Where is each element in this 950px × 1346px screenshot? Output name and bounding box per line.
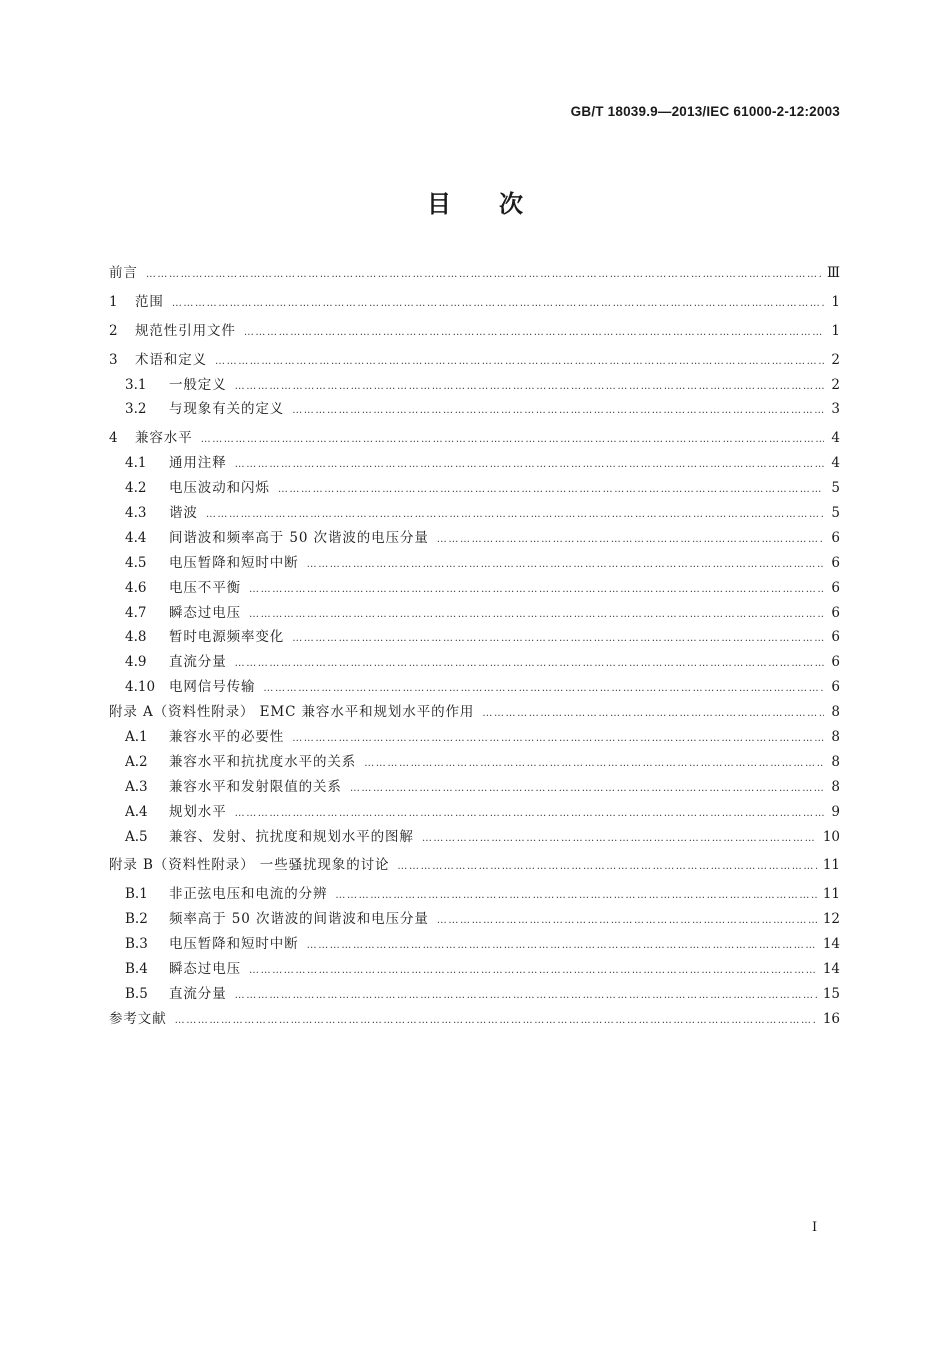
dot-leader [244,321,824,346]
standard-code-header: GB/T 18039.9—2013/IEC 61000-2-12:2003 [570,104,840,119]
toc-page-number: 5 [831,480,840,497]
toc-entry-label: 规范性引用文件 [135,322,236,339]
toc-page-number: 12 [822,911,840,928]
toc-entry[interactable] [109,426,840,451]
toc-entry-number: 4.7 [125,604,147,621]
toc-page-number: 14 [822,961,840,978]
dot-leader [249,578,824,603]
toc-entry[interactable] [109,982,840,1007]
dot-leader [335,884,816,909]
dot-leader [235,453,824,478]
toc-entry-number: 4.2 [125,480,147,497]
toc-entry-label: 瞬态过电压 [169,604,241,621]
toc-entry-label: 直流分量 [169,654,227,671]
toc-entry-number: 4.1 [125,455,147,472]
toc-entry-label: 电网信号传输 [169,679,256,696]
toc-entry[interactable] [109,373,840,398]
toc-entry-label: 直流分量 [169,985,227,1002]
toc-entry[interactable] [109,853,840,878]
toc-entry[interactable] [109,526,840,551]
toc-page-number: 8 [831,729,840,746]
dot-leader [235,375,824,400]
toc-page-number: 4 [831,430,840,447]
toc-entry-number: 2 [109,322,118,339]
toc-entry[interactable] [109,397,840,422]
toc-entry-label: 术语和定义 [135,351,207,368]
toc-entry-label: 一般定义 [169,376,227,393]
dot-leader [201,428,824,453]
toc-page-number: 10 [822,828,840,845]
toc-entry[interactable] [109,700,840,725]
toc-entry-number: 3 [109,351,118,368]
dot-leader [235,652,824,677]
dot-leader [278,478,824,503]
toc-entry[interactable] [109,882,840,907]
toc-entry-label: 附录 B（资料性附录） 一些骚扰现象的讨论 [109,857,390,874]
toc-entry[interactable] [109,932,840,957]
toc-entry-number: B.5 [125,985,148,1002]
toc-entry[interactable] [109,650,840,675]
toc-entry-label: 参考文献 [109,1010,167,1027]
toc-entry-label: 谐波 [169,505,198,522]
toc-entry[interactable] [109,957,840,982]
toc-entry[interactable] [109,907,840,932]
toc-page-number: 6 [831,579,840,596]
toc-entry-label: 通用注释 [169,455,227,472]
toc-page-number: 3 [831,401,840,418]
dot-leader [307,934,817,959]
toc-entry-label: 与现象有关的定义 [169,401,285,418]
title-char-1: 目 [427,190,451,218]
toc-entry[interactable] [109,551,840,576]
toc-entry-label: 范围 [135,293,164,310]
toc-entry-number: 4.3 [125,505,147,522]
toc-entry[interactable] [109,825,840,850]
dot-leader [292,727,824,752]
toc-entry-number: 4.4 [125,529,147,546]
toc-page-number: 1 [831,322,840,339]
toc-page-number: 8 [831,753,840,770]
dot-leader [397,855,816,880]
toc-page-number: 11 [822,857,840,874]
toc-entry-label: 规划水平 [169,803,227,820]
toc-entry-number: B.2 [125,911,148,928]
dot-leader [350,777,824,802]
toc-page-number: 6 [831,554,840,571]
toc-entry[interactable] [109,451,840,476]
dot-leader [249,603,824,628]
toc-entry[interactable] [109,625,840,650]
toc-entry[interactable] [109,290,840,315]
toc-entry[interactable] [109,1007,840,1032]
dot-leader [364,752,824,777]
toc-page-number: 4 [831,455,840,472]
toc-entry-number: 3.2 [125,401,147,418]
toc-entry-number: A.4 [125,803,148,820]
toc-entry-label: 频率高于 50 次谐波的间谐波和电压分量 [169,911,429,928]
dot-leader [292,627,824,652]
toc-page-number: 6 [831,604,840,621]
toc-entry-label: 兼容水平 [135,430,193,447]
toc-entry[interactable] [109,800,840,825]
toc-entry-number: 4.9 [125,654,147,671]
toc-page-number: Ⅲ [826,265,840,281]
toc-entry-number: A.2 [125,753,148,770]
toc-entry[interactable] [109,348,840,373]
toc-entry-label: 前言 [109,265,138,281]
toc-page-number: 14 [822,936,840,953]
toc-entry-number: 4.8 [125,629,147,646]
toc-entry[interactable] [109,476,840,501]
page-title [0,184,950,219]
toc-page-number: 9 [831,803,840,820]
toc-entry-label: 附录 A（资料性附录） EMC 兼容水平和规划水平的作用 [109,704,475,721]
dot-leader [206,503,824,528]
title-char-2: 次 [499,190,523,218]
toc-page-number: 6 [831,529,840,546]
toc-entry-number: B.4 [125,961,148,978]
toc-entry-number: 4.5 [125,554,147,571]
dot-leader [482,702,824,727]
toc-page-number: 1 [831,293,840,310]
dot-leader [263,677,824,702]
toc-page-number: 6 [831,654,840,671]
dot-leader [437,909,817,934]
toc-entry[interactable] [109,775,840,800]
toc-page-number: 16 [822,1010,840,1027]
table-of-contents [109,261,840,1032]
toc-entry-number: 4.10 [125,679,156,696]
toc-entry-label: 间谐波和频率高于 50 次谐波的电压分量 [169,529,429,546]
toc-entry-label: 电压波动和闪烁 [169,480,270,497]
dot-leader [437,528,824,553]
toc-entry-number: B.1 [125,886,148,903]
toc-entry-label: 电压暂降和短时中断 [169,554,299,571]
toc-page-number: 6 [831,629,840,646]
toc-entry-number: A.1 [125,729,148,746]
toc-page-number: 6 [831,679,840,696]
toc-entry[interactable] [109,501,840,526]
dot-leader [215,350,824,375]
toc-entry[interactable] [109,261,840,286]
toc-entry[interactable] [109,601,840,626]
toc-entry[interactable] [109,725,840,750]
toc-entry[interactable] [109,750,840,775]
toc-page-number: 2 [831,351,840,368]
toc-entry-label: 非正弦电压和电流的分辨 [169,886,328,903]
toc-page-number: 11 [822,886,840,903]
toc-entry-number: 1 [109,293,118,310]
toc-entry-number: A.5 [125,828,148,845]
toc-page-number: 2 [831,376,840,393]
toc-entry-label: 兼容水平和发射限值的关系 [169,778,342,795]
dot-leader [307,553,824,578]
toc-entry-label: 暂时电源频率变化 [169,629,285,646]
toc-entry-number: 4 [109,430,118,447]
dot-leader [175,1009,817,1034]
dot-leader [235,802,824,827]
toc-entry-label: 兼容水平和抗扰度水平的关系 [169,753,357,770]
page-number-footer: I [812,1220,818,1235]
dot-leader [235,984,817,1009]
toc-page-number: 15 [822,985,840,1002]
toc-entry-label: 兼容水平的必要性 [169,729,285,746]
toc-entry-number: 4.6 [125,579,147,596]
toc-entry[interactable] [109,319,840,344]
toc-page-number: 8 [831,704,840,721]
toc-entry-label: 兼容、发射、抗扰度和规划水平的图解 [169,828,414,845]
toc-entry-label: 电压不平衡 [169,579,241,596]
toc-entry[interactable] [109,675,840,700]
toc-entry[interactable] [109,576,840,601]
toc-entry-label: 电压暂降和短时中断 [169,936,299,953]
toc-page-number: 5 [831,505,840,522]
dot-leader [292,399,824,424]
dot-leader [172,292,824,317]
dot-leader [146,263,821,288]
toc-entry-number: A.3 [125,778,148,795]
dot-leader [249,959,817,984]
toc-page-number: 8 [831,778,840,795]
toc-entry-number: 3.1 [125,376,147,393]
toc-entry-number: B.3 [125,936,148,953]
toc-entry-label: 瞬态过电压 [169,961,241,978]
dot-leader [422,827,817,852]
